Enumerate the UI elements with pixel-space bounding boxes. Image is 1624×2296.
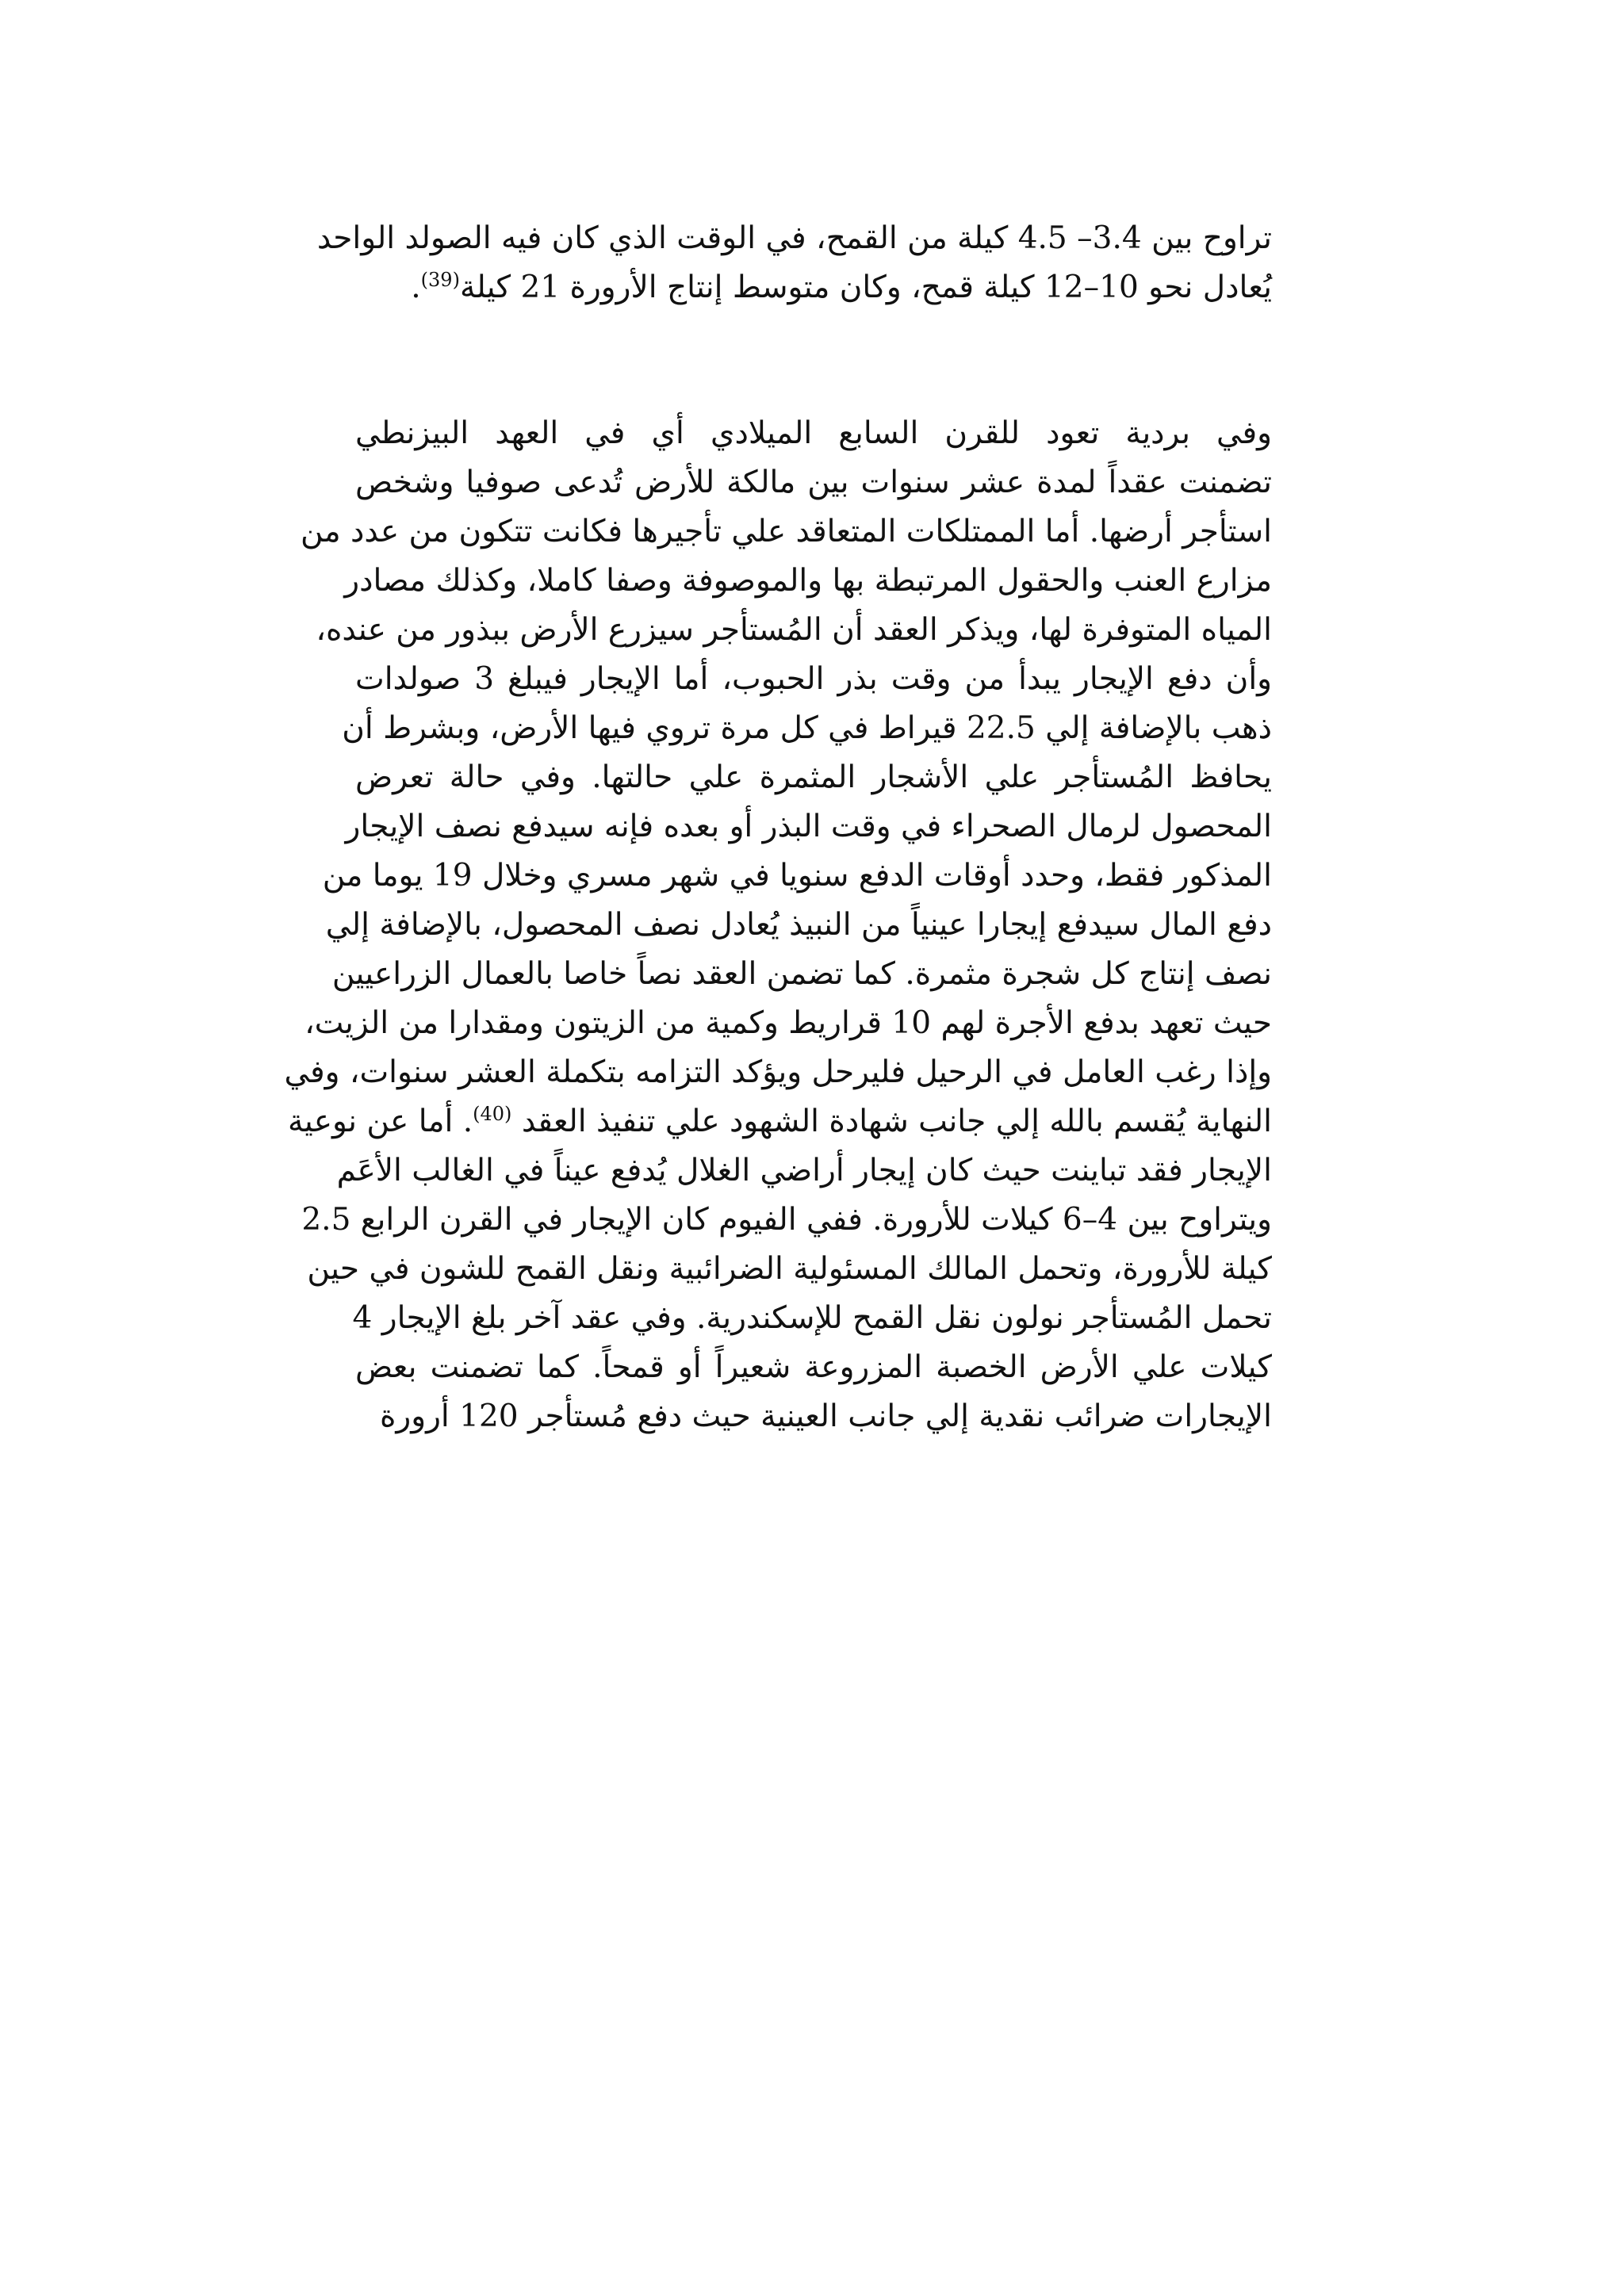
text-line: دفع المال سيدفع إيجارا عينياً من النبيذ يُعادل نصف المحصول، بالإضافة إلي bbox=[325, 907, 1272, 943]
text-line bbox=[288, 1097, 1272, 1146]
text-span: . أما عن نوعية bbox=[288, 1104, 473, 1139]
text-line: تحمل المُستأجر نولون نقل القمح للإسكندرية. وفي عقد آخر بلغ الإيجار 4 bbox=[352, 1300, 1272, 1336]
footnote-ref: (40) bbox=[473, 1103, 512, 1125]
paragraph-1 bbox=[316, 214, 1272, 312]
text-line: وإذا رغب العامل في الرحيل فليرحل ويؤكد التزامه بتكملة العشر سنوات، وفي bbox=[284, 1054, 1272, 1090]
text-line: وفي بردية تعود للقرن السابع الميلادي أي في العهد البيزنطي bbox=[355, 415, 1272, 451]
text-span: يُعادل نحو 10–12 كيلة قمح، وكان متوسط إنتاج الأرورة 21 كيلة bbox=[459, 270, 1272, 305]
footnote-ref: (39) bbox=[420, 269, 460, 291]
text-line: وأن دفع الإيجار يبدأ من وقت بذر الحبوب، أما الإيجار فيبلغ 3 صولدات bbox=[355, 661, 1272, 697]
text-line: نصف إنتاج كل شجرة مثمرة. كما تضمن العقد نصاً خاصا بالعمال الزراعيين bbox=[331, 956, 1272, 992]
text-line: المياه المتوفرة لها، ويذكر العقد أن المُستأجر سيزرع الأرض ببذور من عنده، bbox=[316, 612, 1272, 648]
text-line: مزارع العنب والحقول المرتبطة بها والموصوفة وصفا كاملا، وكذلك مصادر bbox=[344, 563, 1272, 599]
paragraph-2 bbox=[284, 409, 1272, 1441]
text-line: تضمنت عقداً لمدة عشر سنوات بين مالكة للأرض تُدعى صوفيا وشخص bbox=[355, 465, 1272, 500]
text-line: الإيجار فقد تباينت حيث كان إيجار أراضي الغلال يُدفع عيناً في الغالب الأعَم bbox=[336, 1153, 1272, 1188]
text-line: استأجر أرضها. أما الممتلكات المتعاقد علي تأجيرها فكانت تتكون من عدد من bbox=[301, 514, 1272, 549]
text-line: تراوح بين 3.4– 4.5 كيلة من القمح، في الوقت الذي كان فيه الصولد الواحد bbox=[316, 220, 1272, 256]
text-line: ذهب بالإضافة إلي 22.5 قيراط في كل مرة تروي فيها الأرض، وبشرط أن bbox=[342, 710, 1272, 746]
text-span: النهاية يُقسم بالله إلي جانب شهادة الشهود علي تنفيذ العقد bbox=[511, 1104, 1272, 1139]
text-line: ويتراوح بين 4–6 كيلات للأرورة. ففي الفيوم كان الإيجار في القرن الرابع 2.5 bbox=[301, 1202, 1272, 1238]
text-line: الإيجارات ضرائب نقدية إلي جانب العينية حيث دفع مُستأجر 120 أرورة bbox=[379, 1399, 1272, 1434]
text-line: المذكور فقط، وحدد أوقات الدفع سنويا في شهر مسري وخلال 19 يوما من bbox=[322, 858, 1272, 894]
text-line: كيلات علي الأرض الخصبة المزروعة شعيراً أو قمحاً. كما تضمنت بعض bbox=[355, 1349, 1272, 1385]
text-line: المحصول لرمال الصحراء في وقت البذر أو بعده فإنه سيدفع نصف الإيجار bbox=[345, 809, 1272, 844]
text-line: يحافظ المُستأجر علي الأشجار المثمرة علي حالتها. وفي حالة تعرض bbox=[355, 760, 1272, 795]
end-punct: . bbox=[411, 270, 421, 305]
text-line: حيث تعهد بدفع الأجرة لهم 10 قراريط وكمية من الزيتون ومقدارا من الزيت، bbox=[304, 1005, 1272, 1041]
text-line bbox=[355, 263, 1272, 312]
text-line: كيلة للأرورة، وتحمل المالك المسئولية الضرائبية ونقل القمح للشون في حين bbox=[307, 1251, 1272, 1287]
